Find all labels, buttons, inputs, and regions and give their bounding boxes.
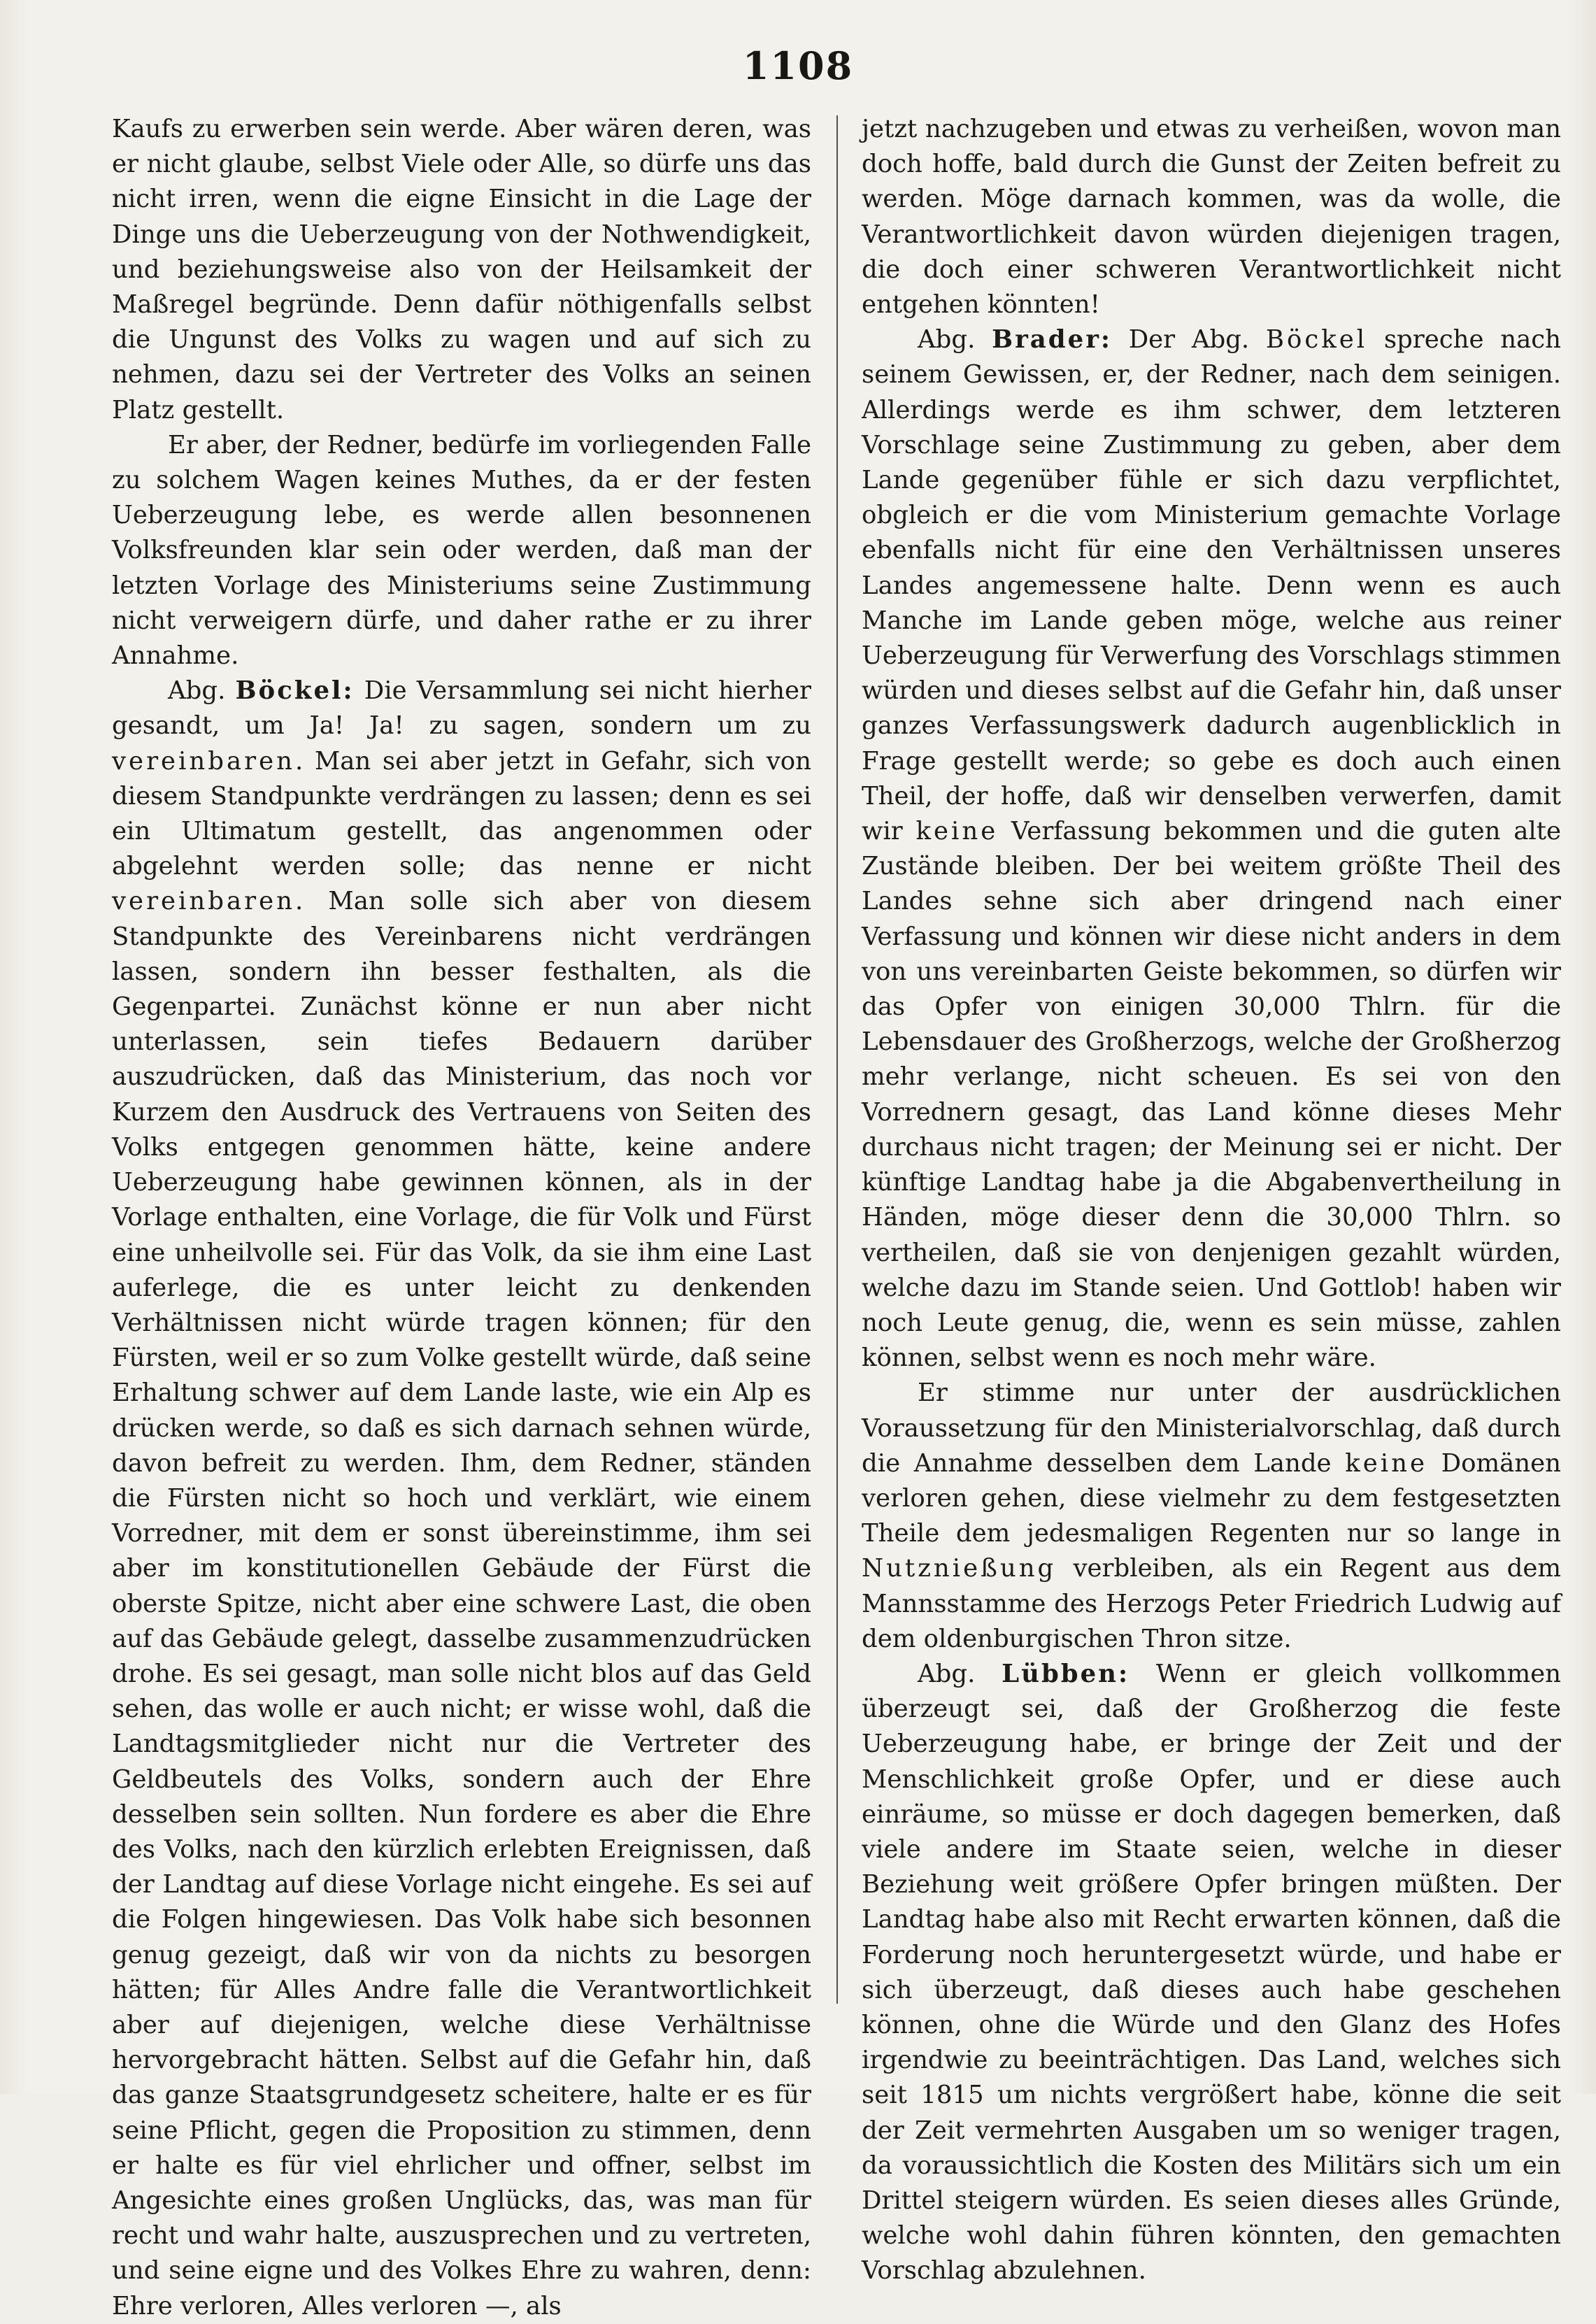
spaced-word: keine xyxy=(1345,1448,1427,1478)
spaced-word: Nutznießung xyxy=(862,1554,1057,1583)
speech-text: Die Versammlung sei nicht hierher gesandt, um Ja! Ja! zu sagen, sondern um zu xyxy=(112,676,811,741)
speech-text: . Man sei aber jetzt in Gefahr, sich von diesem Standpunkte verdrängen zu lassen; denn es sei ein Ultimatum gestellt, das angenommen oder abgelehnt werden solle; das nenne er nicht xyxy=(112,746,811,881)
paragraph-text: Er stimme nur unter der ausdrücklichen Voraussetzung für den Ministerialvorschlag, daß durch die Annahme desselben dem Lande xyxy=(862,1378,1561,1478)
paragraph-text: verbleiben, als ein Regent aus dem Mannsstamme des Herzogs Peter Friedrich Ludwig auf dem oldenburgischen Thron sitze. xyxy=(862,1554,1561,1653)
spaced-word: Böckel xyxy=(1265,325,1368,355)
spaced-word: vereinbaren xyxy=(112,887,295,916)
speech-text: spreche nach seinem Gewissen, er, der Redner, nach dem seinigen. Allerdings werde es ihm schwer, dem letzteren Vorschlage seine Zustimmung zu geben, aber dem Lande gegenüber fühle er sich dazu verpflichtet, obgleich er die vom Ministerium gemachte Vorlage ebenfalls nicht für eine den Verhältnissen unseres Landes angemessene halte. Denn wenn es auch Manche im Lande geben möge, welche aus reiner Ueberzeugung für Verwerfung des Vorschlags stimmen würden und dieses selbst auf die Gefahr hin, daß unser ganzes Verfassungswerk dadurch augenblicklich in Frage gestellt werde; so gebe es doch auch einen Theil, der hoffe, daß wir denselben verwerfen, damit wir xyxy=(862,325,1561,846)
paragraph: Kaufs zu erwerben sein werde. Aber wären deren, was er nicht glaube, selbst Viele oder Alle, so dürfe uns das nicht irren, wenn die eigne Einsicht in die Lage der Dinge uns die Ueberzeugung von der Nothwendigkeit, und beziehungsweise also von der Heilsamkeit der Maßregel begründe. Denn dafür nöthigenfalls selbst die Ungunst des Volks zu wagen und auf sich zu nehmen, dazu sei der Vertreter des Volks an seinen Platz gestellt. xyxy=(112,115,811,425)
abg-label: Abg. xyxy=(918,325,976,355)
speech-text: Der Abg. xyxy=(1112,325,1266,355)
speech-paragraph xyxy=(112,673,811,2324)
speech-text: Verfassung bekommen und die guten alte Zustände bleiben. Der bei weitem größte Theil des Landes sehne sich aber dringend nach einer Verfassung und können wir diese nicht anders in dem von uns vereinbarten Geiste bekommen, so dürfen wir das Opfer von einigen 30,000 Thlrn. für die Lebensdauer des Großherzogs, welche der Großherzog mehr verlange, nicht scheuen. Es sei von den Vorrednern gesagt, das Land könne dieses Mehr durchaus nicht tragen; der Meinung sei er nicht. Der künftige Landtag habe ja die Abgabenvertheilung in Händen, möge dieser denn die 30,000 Thlrn. so vertheilen, daß sie von denjenigen gezahlt würden, welche dazu im Stande seien. Und Gottlob! haben wir noch Leute genug, die, wenn es sein müsse, zahlen können, selbst wenn es noch mehr wäre. xyxy=(862,817,1561,1373)
left-column xyxy=(112,112,811,2324)
column-divider xyxy=(836,115,838,2004)
spaced-word: vereinbaren xyxy=(112,746,295,776)
speech-text: . Man solle sich aber von diesem Standpunkte des Vereinbarens nicht verdrängen lassen, sondern ihn besser festhalten, als die Gegenpartei. Zunächst könne er nun aber nicht unterlassen, sein tiefes Bedauern darüber auszudrücken, daß das Ministerium, das noch vor Kurzem den Ausdruck des Vertrauens von Seiten des Volks entgegen genommen hätte, keine andere Ueberzeugung habe gewinnen können, als in der Vorlage enthalten, eine Vorlage, die für Volk und Fürst eine unheilvolle sei. Für das Volk, da sie ihm eine Last auferlege, die es unter leicht zu denkenden Verhältnissen nicht würde tragen können; für den Fürsten, weil er so zum Volke gestellt würde, daß seine Erhaltung schwer auf dem Lande laste, wie ein Alp es drücken werde, so daß es sich darnach sehnen würde, davon befreit zu werden. Ihm, dem Redner, ständen die Fürsten nicht so hoch und verklärt, wie einem Vorredner, mit dem er sonst übereinstimme, ihm sei aber im konstitutionellen Gebäude der Fürst die oberste Spitze, nicht aber eine schwere Last, die oben auf das Gebäude gelegt, dasselbe zusammenzudrücken drohe. Es sei gesagt, man solle nicht blos auf das Geld sehen, das wolle er auch nicht; er wisse wohl, daß die Landtagsmitglieder nicht nur die Vertreter des Geldbeutels des Volks, sondern auch der Ehre desselben sein sollten. Nun fordere es aber die Ehre des Volks, nach den kürzlich erlebten Ereignissen, daß der Landtag auf diese Vorlage nicht eingehe. Es sei auf die Folgen hingewiesen. Das Volk habe sich besonnen genug gezeigt, daß wir von da nichts zu besorgen hätten; für Alles Andre falle die Verantwortlichkeit aber auf diejenigen, welche diese Verhältnisse hervorgebracht hätten. Selbst auf die Gefahr hin, daß das ganze Staatsgrundgesetz scheitere, halte er es für seine Pflicht, gegen die Proposition zu stimmen, denn er halte es für viel ehrlicher und offner, selbst im Angesichte eines großen Unglücks, das, was man für recht und wahr halte, auszusprechen und zu vertreten, und seine eigne und des Volkes Ehre zu wahren, denn: Ehre verloren, Alles verloren —, als xyxy=(112,887,811,2321)
abg-label: Abg. xyxy=(918,1659,976,1688)
paragraph: jetzt nachzugeben und etwas zu verheißen, wovon man doch hoffe, bald durch die Gunst der Zeiten befreit zu werden. Möge darnach kommen, was da wolle, die Verantwortlichkeit davon würden diejenigen tragen, die doch einer schweren Verantwortlichkeit nicht entgehen könnten! xyxy=(862,115,1561,320)
page-number: 1108 xyxy=(742,43,854,88)
abg-label: Abg. xyxy=(168,676,226,706)
speech-paragraph xyxy=(862,322,1561,1376)
speech-text: Wenn er gleich vollkommen überzeugt sei, daß der Großherzog die feste Ueberzeugung habe, er bringe der Zeit und der Menschlichkeit große Opfer, und er diese auch einräume, so müsse er doch dagegen bemerken, daß viele andere im Staate seien, welche in dieser Beziehung weit größere Opfer bringen müßten. Der Landtag habe also mit Recht erwarten können, daß die Forderung noch heruntergesetzt würde, und habe er sich überzeugt, daß dieses auch habe geschehen können, ohne die Würde und den Glanz des Hofes irgendwie zu beeinträchtigen. Das Land, welches sich seit 1815 um nichts vergrößert habe, könne die seit der Zeit vermehrten Ausgaben um so weniger tragen, da voraussichtlich die Kosten des Militärs sich um ein Drittel steigern würden. Es seien dieses alles Gründe, welche wohl dahin führen könnten, den gemachten Vorschlag abzulehnen. xyxy=(862,1659,1561,2286)
paragraph xyxy=(862,1376,1561,1657)
speaker-name: Lübben: xyxy=(1002,1659,1130,1688)
paragraph-text: Domänen verloren gehen, diese vielmehr zu dem festgesetzten Theile dem jedesmaligen Regenten nur so lange in xyxy=(862,1448,1562,1548)
speaker-name: Brader: xyxy=(992,325,1113,355)
spaced-word: keine xyxy=(915,817,999,846)
speaker-name: Böckel: xyxy=(235,676,355,706)
right-column xyxy=(862,112,1561,2289)
paragraph: Er aber, der Redner, bedürfe im vorliegenden Falle zu solchem Wagen keines Muthes, da er der festen Ueberzeugung lebe, es werde allen besonnenen Volksfreunden klar sein oder werden, daß man der letzten Vorlage des Ministeriums seine Zustimmung nicht verweigern dürfe, und daher rathe er zu ihrer Annahme. xyxy=(112,430,811,671)
speech-paragraph xyxy=(862,1657,1561,2289)
